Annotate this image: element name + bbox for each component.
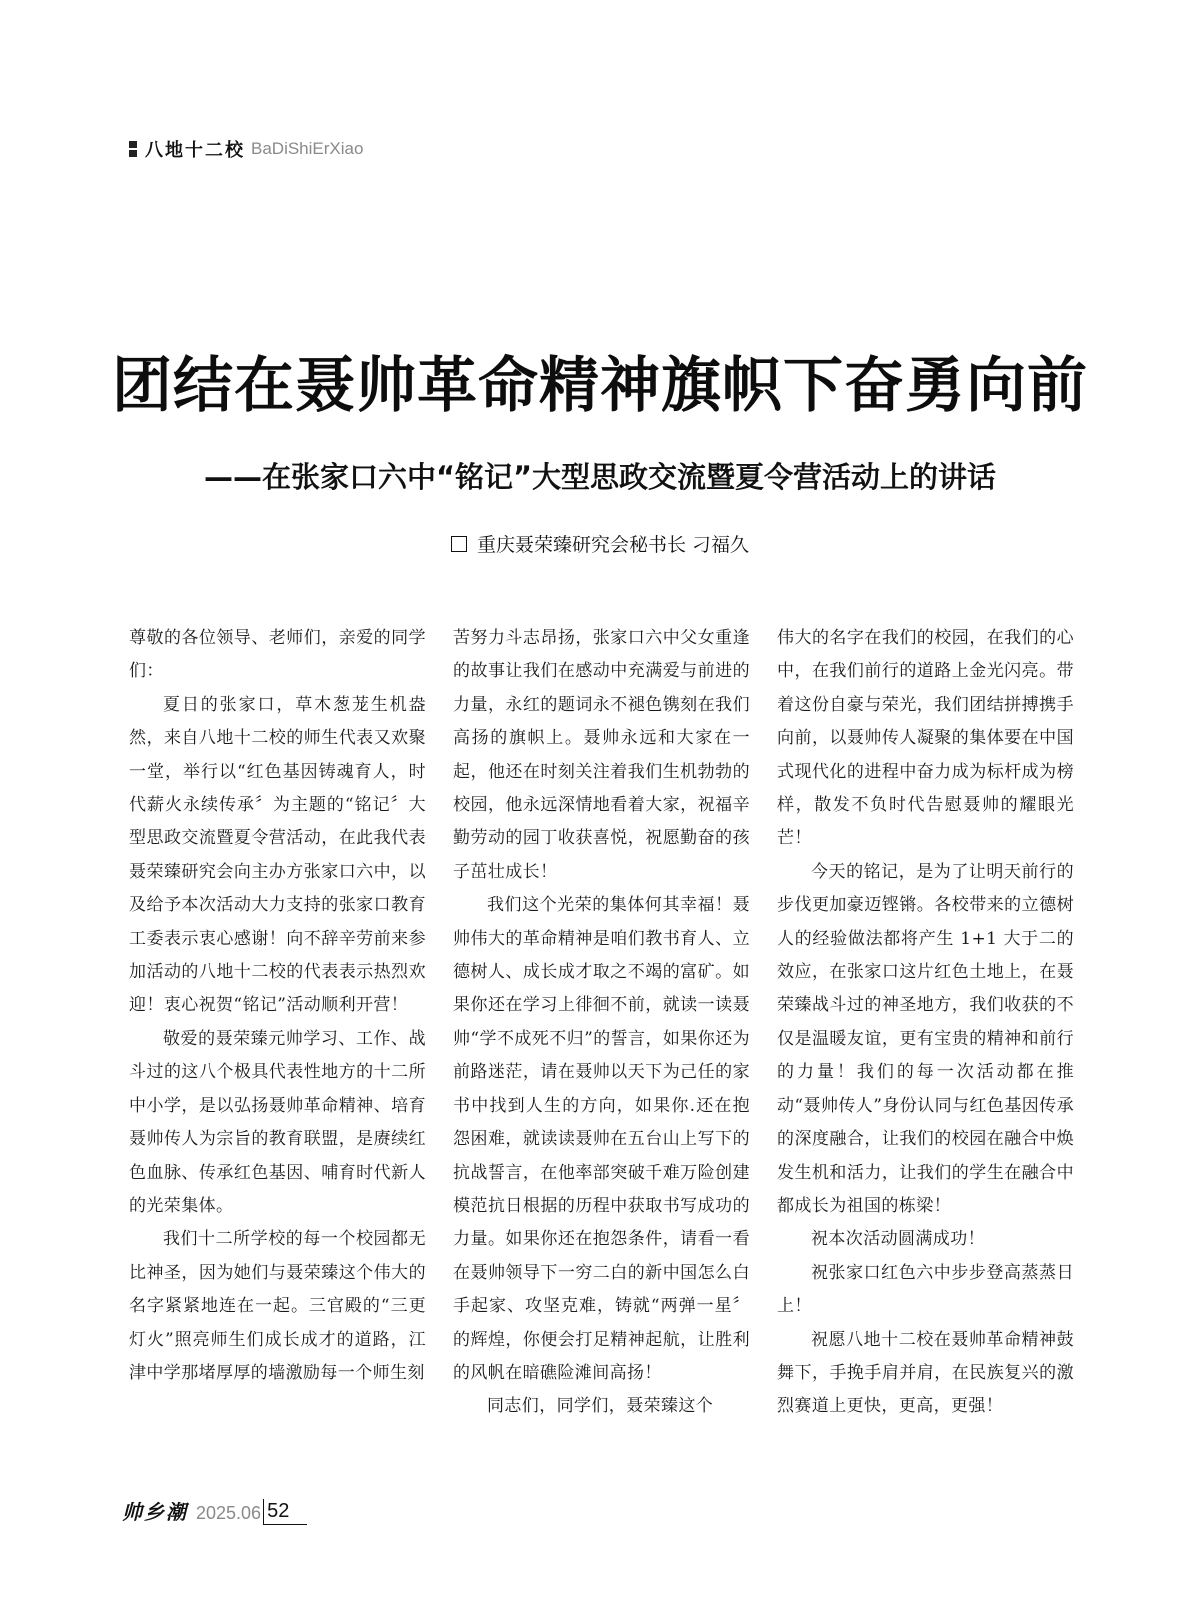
- paragraph: 敬爱的聂荣臻元帅学习、工作、战斗过的这八个极具代表性地方的十二所中小学，是以弘扬聂帅革命精神、培育聂帅传人为宗旨的教育联盟，是赓续红色血脉、传承红色基因、哺育时代新人的光荣集体。: [129, 1028, 426, 1216]
- paragraph: 祝愿八地十二校在聂帅革命精神鼓舞下，手挽手肩并肩，在民族复兴的激烈赛道上更快，更高，更强！: [777, 1329, 1074, 1417]
- paragraph: 伟大的名字在我们的校园，在我们的心中，在我们前行的道路上金光闪亮。带着这份自豪与荣光，我们团结拼搏携手向前，以聂帅传人凝聚的集体要在中国式现代化的进程中奋力成为标杆成为榜样，散发不负时代告慰聂帅的耀眼光芒！: [777, 628, 1074, 849]
- section-header: [129, 136, 363, 162]
- paragraph: 今天的铭记，是为了让明天前行的步伐更加豪迈铿锵。各校带来的立德树人的经验做法都将产生 1+1 大于二的效应，在张家口这片红色土地上，在聂荣臻战斗过的神圣地方，我们收获的不仅是温暖友谊，更有宝贵的精神和前行的力量！我们的每一次活动都在推动“聂帅传人”身份认同与红色基因传承的深度融合，让我们的校园在融合中焕发生机和活力，让我们的学生在融合中都成长为祖国的栋梁！: [777, 861, 1074, 1216]
- paragraph: 尊敬的各位领导、老师们，亲爱的同学们：: [129, 628, 426, 682]
- magazine-logo: 帅乡潮: [122, 1500, 188, 1524]
- paragraph: 祝本次活动圆满成功！: [811, 1229, 985, 1250]
- text-column-1: [129, 622, 426, 1452]
- article-title: 团结在聂帅革命精神旗帜下奋勇向前: [112, 351, 1088, 421]
- issue-date: 2025.06: [196, 1503, 262, 1523]
- paragraph: 夏日的张家口，草木葱茏生机盎然，来自八地十二校的师生代表又欢聚一堂，举行以“红色基因铸魂育人，时代薪火永续传承〞为主题的“铭记〞大型思政交流暨夏令营活动，在此我代表聂荣臻研究会向主办方张家口六中，以及给予本次活动大力支持的张家口教育工委表示衷心感谢！向不辞辛劳前来参加活动的八地十二校的代表表示热烈欢迎！衷心祝贺“铭记”活动顺利开营！: [129, 694, 426, 1016]
- paragraph: 我们十二所学校的每一个校园都无比神圣，因为她们与聂荣臻这个伟大的名字紧紧地连在一起。三官殿的“三更灯火”照亮师生们成长成才的道路，江津中学那堵厚厚的墙激励每一个师生刻: [129, 1229, 426, 1383]
- text-column-3: [777, 622, 1074, 1452]
- article-byline: [0, 530, 1200, 557]
- page-number: 52: [263, 1499, 307, 1525]
- paragraph: 同志们，同学们，聂荣臻这个: [487, 1396, 714, 1417]
- paragraph: 我们这个光荣的集体何其幸福！聂帅伟大的革命精神是咱们教书育人、立德树人、成长成才取之不竭的富矿。如果你还在学习上徘徊不前，就读一读聂帅“学不成死不归”的誓言，如果你还为前路迷茫，请在聂帅以天下为己任的家书中找到人生的方向，如果你.还在抱怨困难，就读读聂帅在五台山上写下的抗战誓言，在他率部突破千难万险创建模范抗日根据的历程中获取书写成功的力量。如果你还在抱怨条件，请看一看在聂帅领导下一穷二白的新中国怎么白手起家、攻坚克难，铸就“两弹一星〞的辉煌，你便会打足精神起航，让胜利的风帆在暗礁险滩间高扬！: [453, 895, 750, 1383]
- page-footer: [122, 1496, 307, 1525]
- section-marker-icon: [129, 141, 137, 157]
- section-pinyin: BaDiShiErXiao: [251, 139, 364, 158]
- byline-text: 重庆聂荣臻研究会秘书长 刁福久: [476, 534, 750, 556]
- text-column-2: [453, 622, 750, 1452]
- paragraph: 祝张家口红色六中步步登高蒸蒸日上！: [777, 1262, 1074, 1317]
- square-icon: [451, 536, 467, 552]
- article-subtitle: ——在张家口六中“铭记”大型思政交流暨夏令营活动上的讲话: [203, 460, 997, 494]
- article-body: [129, 622, 1074, 1452]
- paragraph: 苦努力斗志昂扬，张家口六中父女重逢的故事让我们在感动中充满爱与前进的力量，永红的题词永不褪色镌刻在我们高扬的旗帜上。聂帅永远和大家在一起，他还在时刻关注着我们生机勃勃的校园，他永远深情地看着大家，祝福辛勤劳动的园丁收获喜悦，祝愿勤奋的孩子茁壮成长！: [453, 628, 750, 882]
- section-name: 八地十二校: [145, 140, 245, 161]
